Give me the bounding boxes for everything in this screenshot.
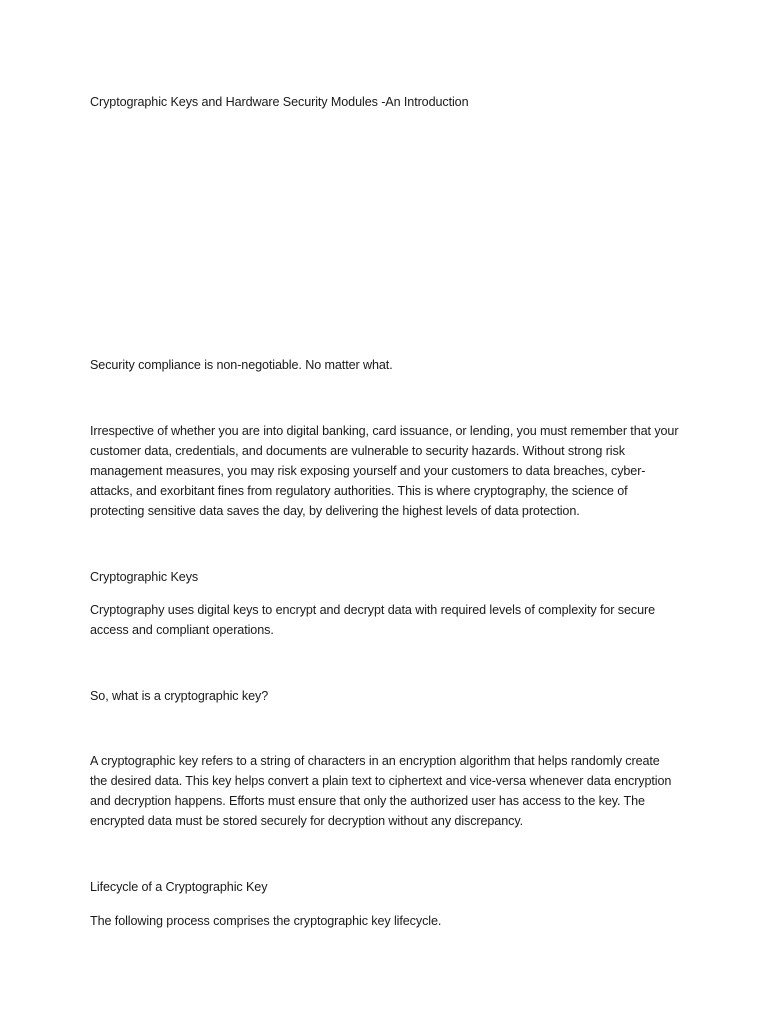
lifecycle-paragraph: The following process comprises the cryptographic key lifecycle. <box>90 914 442 928</box>
cryptography-paragraph: Cryptography uses digital keys to encrypt and decrypt data with required levels of complexity for secure access and compliant operations. <box>90 603 655 637</box>
key-definition-paragraph: A cryptographic key refers to a string of characters in an encryption algorithm that helps randomly create the desired data. This key helps convert a plain text to ciphertext and vice-versa whenever data encryption and decryption happens. Efforts must ensure that only the authorized user has access to the key. The encrypted data must be stored securely for decryption without any discrepancy. <box>90 754 672 828</box>
intro-statement: Security compliance is non-negotiable. No matter what. <box>90 358 393 372</box>
document-title: Cryptographic Keys and Hardware Security Modules -An Introduction <box>90 95 469 109</box>
intro-paragraph: Irrespective of whether you are into digital banking, card issuance, or lending, you must remember that your customer data, credentials, and documents are vulnerable to security hazards. Without strong risk management measures, you may risk exposing yourself and your customers to data breaches, cyber-attacks, and exorbitant fines from regulatory authorities. This is where cryptography, the science of protecting sensitive data saves the day, by delivering the highest levels of data protection. <box>90 424 679 518</box>
key-question: So, what is a cryptographic key? <box>90 689 269 703</box>
section-heading-cryptographic-keys: Cryptographic Keys <box>90 570 199 584</box>
section-heading-lifecycle: Lifecycle of a Cryptographic Key <box>90 880 268 894</box>
